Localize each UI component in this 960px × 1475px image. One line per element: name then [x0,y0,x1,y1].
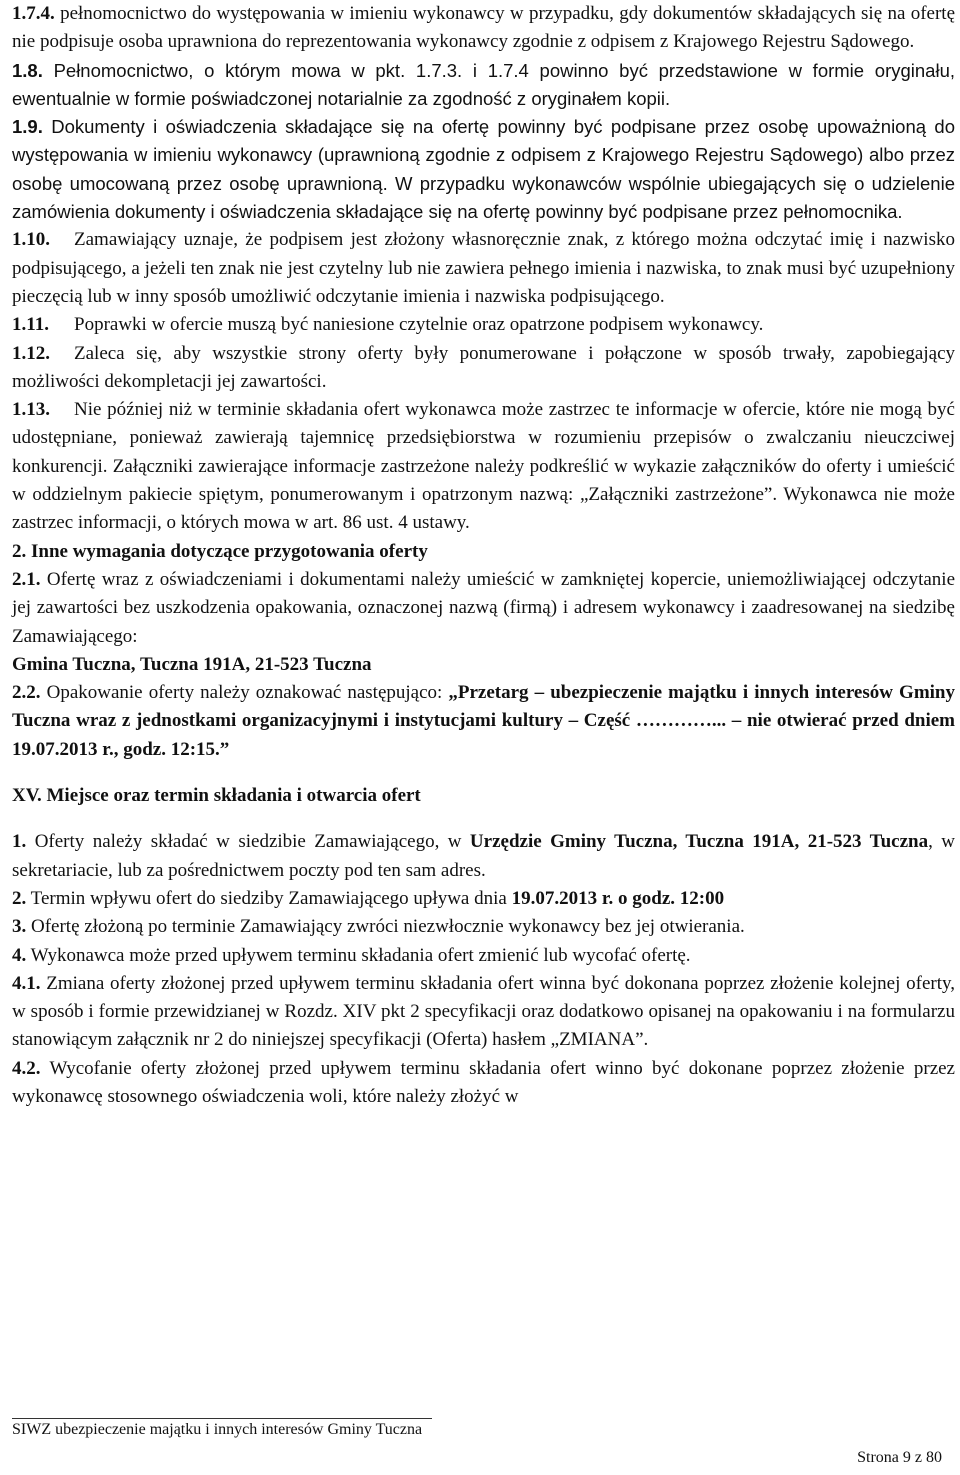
page-number: Strona 9 z 80 [857,1449,942,1466]
paragraph-xv-3 [12,913,955,941]
paragraph-number: 4.2. [12,1057,41,1079]
paragraph-1-10 [12,226,955,311]
paragraph-xv-1 [12,828,955,885]
paragraph-number: 2. [12,887,27,909]
paragraph-xv-4 [12,942,955,970]
paragraph-text: Oferty należy składać w siedzibie Zamawiającego, w [34,831,462,853]
paragraph-text: Zmiana oferty złożonej przed upływem terminu składania ofert winna być dokonana poprzez złożenie kolejnej oferty, w sposób i formie przewidzianej w Rozdz. XIV pkt 2 specyfikacji oraz dodatkowo opisanej na opakowaniu i na formularzu stanowiącym załącznik nr 2 do niniejszej specyfikacji (Oferta) hasłem „ZMIANA”. [12,972,956,1051]
paragraph-number: 4. [12,944,27,966]
paragraph-1-8 [12,57,955,114]
paragraph-text: Opakowanie oferty należy oznakować następująco: [46,682,443,704]
paragraph-text: pełnomocnictwo do występowania w imieniu wykonawcy w przypadku, gdy dokumentów składających się na ofertę nie podpisuje osoba uprawniona do reprezentowania wykonawcy zgodnie z odpisem z Krajowego Rejestru Sądowego. [12,3,955,53]
paragraph-1-7-4 [12,0,955,57]
paragraph-text-cont: , w sekretariacie, lub za pośrednictwem poczty pod ten sam adres. [12,831,955,881]
paragraph-text: Zaleca się, aby wszystkie strony oferty były ponumerowane i połączone w sposób trwały, zapobiegający możliwości dekompletacji jej zawartości. [12,342,955,392]
paragraph-number: 2.1. [12,568,41,590]
paragraph-number: 1.9. [12,116,43,138]
paragraph-number: 1.7.4. [12,3,55,24]
section-heading-xv: XV. Miejsce oraz termin składania i otwarcia ofert [12,785,421,807]
paragraph-2-1 [12,566,955,651]
paragraph-text: Dokumenty i oświadczenia składające się na ofertę powinny być podpisane przez osobę upoważnioną do występowania w imieniu wykonawcy (uprawnioną zgodnie z odpisem z Krajowego Rejestru Sądowego) albo przez osobę umocowaną przez osobę uprawnioną. W przypadku wykonawców wspólnie ubiegających się o udzielenie zamówienia dokumenty i oświadczenia składające się na ofertę powinny być podpisane przez pełnomocnika. [12,116,955,223]
paragraph-number: 1.10. [12,229,50,251]
paragraph-number: 1.8. [12,59,43,81]
paragraph-text: Ofertę złożoną po terminie Zamawiający zwróci niezwłocznie wykonawcy bez jej otwierania. [31,916,745,938]
paragraph-xv-2 [12,885,955,913]
paragraph-xv-4-1 [12,970,955,1055]
section-heading-2: 2. Inne wymagania dotyczące przygotowania oferty [12,540,428,562]
paragraph-number: 4.1. [12,972,41,994]
paragraph-text: Termin wpływu ofert do siedziby Zamawiającego upływa dnia [30,887,507,909]
paragraph-1-12 [12,340,955,397]
deadline-date: 19.07.2013 r. o godz. 12:00 [506,887,725,909]
footer-title: SIWZ ubezpieczenie majątku i innych interesów Gminy Tuczna [12,1421,423,1438]
paragraph-xv-4-2 [12,1055,955,1112]
paragraph-1-11 [12,311,955,339]
paragraph-text: Nie później niż w terminie składania ofert wykonawca może zastrzec te informacje w ofercie, które nie mogą być udostępniane, ponieważ zawierają tajemnicę przedsiębiorstwa w rozumieniu przepisów o zwalczaniu nieuczciwej konkurencji. Załączniki zawierające informacje zastrzeżone należy podkreślić w wykazie załączników do oferty i umieścić w oddzielnym pakiecie spiętym, ponumerowanym i opatrzonym nazwą: „Załączniki zastrzeżone”. Wykonawca nie może zastrzec informacji, o których mowa w art. 86 ust. 4 ustawy. [12,399,955,534]
paragraph-number: 3. [12,916,27,938]
paragraph-1-9 [12,113,955,226]
paragraph-1-13 [12,396,955,537]
paragraph-number: 1.11. [12,314,49,336]
paragraph-text: Pełnomocnictwo, o którym mowa w pkt. 1.7.3. i 1.7.4 powinno być przedstawione w formie oryginału, ewentualnie w formie poświadczonej notarialnie za zgodność z oryginałem kopii. [12,59,955,109]
paragraph-text: Zamawiający uznaje, że podpisem jest złożony własnoręcznie znak, z którego można odczytać imię i nazwisko podpisującego, a jeżeli ten znak nie jest czytelny lub nie zawiera pełnego imienia i nazwiska, to znak musi być uzupełniony pieczęcią lub w inny sposób umożliwić odczytanie imienia i nazwiska podpisującego. [12,229,955,307]
paragraph-2-2 [12,679,955,764]
paragraph-number: 1. [12,831,27,853]
recipient-address: Gmina Tuczna, Tuczna 191A, 21-523 Tuczna [12,653,372,675]
paragraph-number: 2.2. [12,682,41,704]
paragraph-number: 1.13. [12,399,50,421]
document-page [12,0,955,1111]
paragraph-text: Ofertę wraz z oświadczeniami i dokumentami należy umieścić w zamkniętej kopercie, uniemożliwiającej odczytanie jej zawartości bez uszkodzenia opakowania, oznaczonej nazwą (firmą) i adresem wykonawcy i zaadresowanej na siedzibę Zamawiającego: [12,568,956,647]
footer-divider [12,1418,432,1419]
paragraph-text: Poprawki w ofercie muszą być naniesione czytelnie oraz opatrzone podpisem wykonawcy. [74,314,764,336]
envelope-label-text: „Przetarg – ubezpieczenie majątku i innych interesów Gminy Tuczna wraz z jednostkami organizacyjnymi i instytucjami kultury – Część …………... – nie otwierać przed dniem 19.07.2013 r., godz. 12:15.” [12,682,956,760]
paragraph-text: Wykonawca może przed upływem terminu składania ofert zmienić lub wycofać ofertę. [30,944,691,966]
office-address: Urzędzie Gminy Tuczna, Tuczna 191A, 21-523 Tuczna [461,831,929,853]
paragraph-number: 1.12. [12,342,50,364]
paragraph-text: Wycofanie oferty złożonej przed upływem terminu składania ofert winno być dokonane poprzez złożenie przez wykonawcę stosownego oświadczenia woli, które należy złożyć w [12,1057,955,1107]
